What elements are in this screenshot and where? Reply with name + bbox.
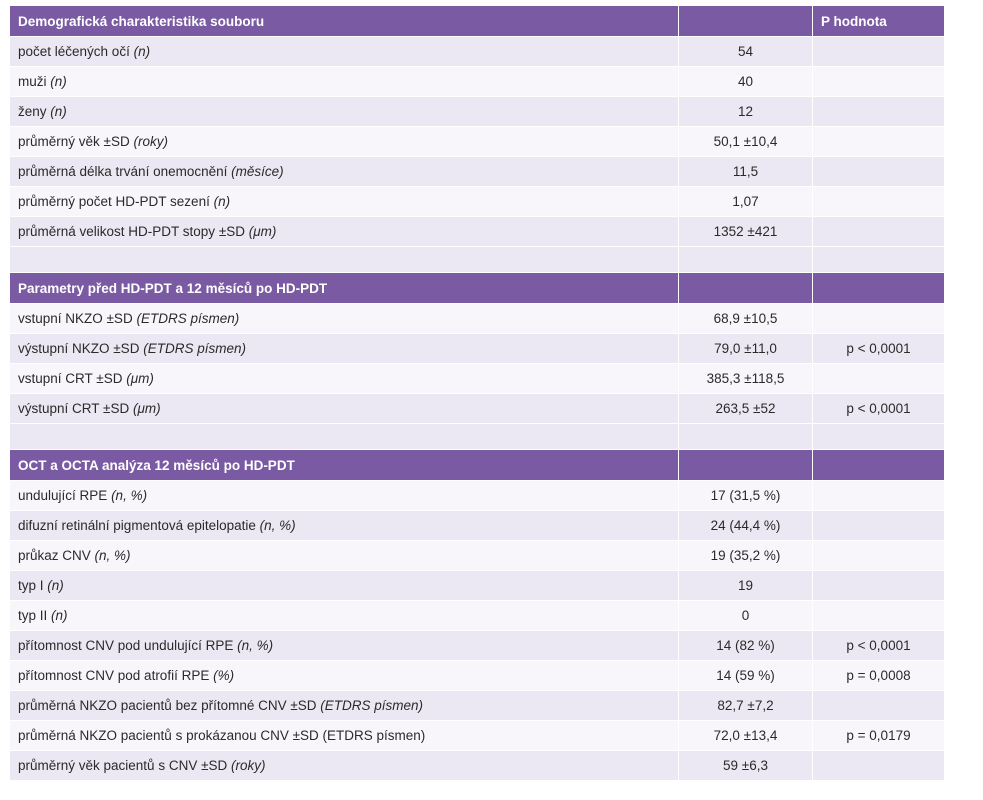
spacer-row — [10, 424, 945, 450]
p-value-cell — [813, 511, 945, 541]
value-cell — [679, 247, 813, 273]
parameter-label: přítomnost CNV pod undulující RPE — [18, 638, 238, 653]
p-value-cell — [813, 481, 945, 511]
value-cell: 54 — [679, 37, 813, 67]
p-value-cell — [813, 424, 945, 450]
table-row — [10, 481, 945, 511]
table-row — [10, 217, 945, 247]
table-row — [10, 541, 945, 571]
p-value-header — [813, 273, 945, 304]
parameter-unit: (n, %) — [94, 548, 131, 563]
value-cell: 79,0 ±11,0 — [679, 334, 813, 364]
parameter-cell — [10, 424, 679, 450]
value-cell: 19 — [679, 571, 813, 601]
value-cell: 40 — [679, 67, 813, 97]
section-title-cell — [10, 6, 679, 37]
parameter-label: výstupní NKZO ±SD — [18, 341, 144, 356]
section-title: Demografická charakteristika souboru — [18, 13, 265, 29]
parameter-unit: (n, %) — [111, 488, 148, 503]
parameter-unit: (μm) — [126, 371, 154, 386]
parameter-unit: (n) — [47, 578, 64, 593]
p-value-cell: p = 0,0179 — [813, 721, 945, 751]
parameter-cell — [10, 364, 679, 394]
section-header-row — [10, 273, 945, 304]
parameter-unit: (μm) — [132, 401, 161, 416]
parameter-unit: (n) — [213, 194, 231, 209]
value-cell — [679, 6, 813, 37]
parameter-label: vstupní NKZO ±SD — [18, 311, 137, 326]
p-value-cell: p < 0,0001 — [813, 334, 945, 364]
parameter-unit: (μm) — [248, 224, 277, 239]
parameter-unit: (ETDRS písmen) — [320, 698, 424, 713]
parameter-unit: (%) — [213, 668, 235, 683]
section-header-row — [10, 6, 945, 37]
parameter-cell — [10, 304, 679, 334]
results-table — [9, 5, 945, 781]
value-cell: 59 ±6,3 — [679, 751, 813, 781]
table-row — [10, 334, 945, 364]
parameter-unit: (n, %) — [259, 518, 296, 533]
value-cell: 0 — [679, 601, 813, 631]
table-row — [10, 601, 945, 631]
parameter-unit: (n) — [50, 104, 67, 119]
value-cell: 14 (59 %) — [679, 661, 813, 691]
spacer-row — [10, 247, 945, 273]
p-value-cell: p = 0,0008 — [813, 661, 945, 691]
table-row — [10, 187, 945, 217]
section-header-row — [10, 450, 945, 481]
section-title-cell — [10, 450, 679, 481]
p-value-cell: p < 0,0001 — [813, 394, 945, 424]
value-cell: 1,07 — [679, 187, 813, 217]
parameter-cell — [10, 601, 679, 631]
parameter-cell — [10, 394, 679, 424]
p-value-cell: p < 0,0001 — [813, 631, 945, 661]
parameter-unit: (ETDRS písmen) — [143, 341, 246, 356]
parameter-cell — [10, 37, 679, 67]
parameter-label: průměrný věk ±SD — [18, 134, 134, 149]
p-value-cell — [813, 751, 945, 781]
value-cell: 12 — [679, 97, 813, 127]
table-row — [10, 67, 945, 97]
parameter-cell — [10, 751, 679, 781]
parameter-cell — [10, 157, 679, 187]
table-row — [10, 511, 945, 541]
table-row — [10, 394, 945, 424]
parameter-label: průměrná velikost HD-PDT stopy ±SD — [18, 224, 249, 239]
p-value-cell — [813, 67, 945, 97]
value-cell: 11,5 — [679, 157, 813, 187]
table-row — [10, 364, 945, 394]
parameter-cell — [10, 481, 679, 511]
parameter-unit: (roky) — [133, 134, 168, 149]
parameter-label: přítomnost CNV pod atrofií RPE — [18, 668, 214, 683]
value-cell: 1352 ±421 — [679, 217, 813, 247]
parameter-label: difuzní retinální pigmentová epitelopatie — [18, 518, 260, 533]
p-value-cell — [813, 541, 945, 571]
parameter-label: průměrný počet HD-PDT sezení — [18, 194, 214, 209]
parameter-label: průměrná NKZO pacientů s prokázanou CNV ±SD (ETDRS písmen) — [18, 728, 426, 743]
table-row — [10, 37, 945, 67]
parameter-label: průměrný věk pacientů s CNV ±SD — [18, 758, 231, 773]
parameter-label: ženy — [18, 104, 51, 119]
parameter-unit: (n) — [51, 608, 68, 623]
parameter-label: počet léčených očí — [18, 44, 134, 59]
p-value-cell — [813, 601, 945, 631]
table-row — [10, 721, 945, 751]
table-row — [10, 157, 945, 187]
parameter-cell — [10, 511, 679, 541]
value-cell: 385,3 ±118,5 — [679, 364, 813, 394]
p-value-header — [813, 450, 945, 481]
p-value-header: P hodnota — [813, 6, 945, 37]
parameter-cell — [10, 187, 679, 217]
parameter-cell — [10, 661, 679, 691]
parameter-cell — [10, 691, 679, 721]
parameter-cell — [10, 127, 679, 157]
table-row — [10, 631, 945, 661]
parameter-cell — [10, 67, 679, 97]
parameter-cell — [10, 217, 679, 247]
value-cell: 72,0 ±13,4 — [679, 721, 813, 751]
value-cell: 68,9 ±10,5 — [679, 304, 813, 334]
parameter-cell — [10, 247, 679, 273]
parameter-unit: (ETDRS písmen) — [136, 311, 240, 326]
parameter-label: undulující RPE — [18, 488, 112, 503]
p-value-cell — [813, 571, 945, 601]
value-cell: 17 (31,5 %) — [679, 481, 813, 511]
value-cell: 263,5 ±52 — [679, 394, 813, 424]
table-body — [10, 6, 945, 781]
table-row — [10, 304, 945, 334]
p-value-cell — [813, 157, 945, 187]
p-value-cell — [813, 37, 945, 67]
parameter-cell — [10, 541, 679, 571]
p-value-cell — [813, 304, 945, 334]
section-title-cell — [10, 273, 679, 304]
value-cell: 82,7 ±7,2 — [679, 691, 813, 721]
p-value-cell — [813, 187, 945, 217]
parameter-unit: (měsíce) — [231, 164, 284, 179]
value-cell — [679, 450, 813, 481]
parameter-label: typ I — [18, 578, 48, 593]
p-value-cell — [813, 217, 945, 247]
parameter-cell — [10, 334, 679, 364]
parameter-label: vstupní CRT ±SD — [18, 371, 127, 386]
parameter-cell — [10, 97, 679, 127]
value-cell: 50,1 ±10,4 — [679, 127, 813, 157]
parameter-label: průměrná délka trvání onemocnění — [18, 164, 232, 179]
p-value-cell — [813, 364, 945, 394]
value-cell — [679, 424, 813, 450]
parameter-unit: (n) — [133, 44, 151, 59]
table-row — [10, 661, 945, 691]
p-value-cell — [813, 247, 945, 273]
value-cell — [679, 273, 813, 304]
value-cell: 19 (35,2 %) — [679, 541, 813, 571]
table-row — [10, 571, 945, 601]
parameter-cell — [10, 571, 679, 601]
parameter-unit: (roky) — [231, 758, 266, 773]
table-row — [10, 127, 945, 157]
table-row — [10, 691, 945, 721]
parameter-unit: (n) — [50, 74, 67, 89]
parameter-unit: (n, %) — [237, 638, 274, 653]
parameter-cell — [10, 631, 679, 661]
parameter-label: průkaz CNV — [18, 548, 95, 563]
p-value-cell — [813, 97, 945, 127]
parameter-label: muži — [18, 74, 51, 89]
parameter-label: výstupní CRT ±SD — [18, 401, 133, 416]
value-cell: 14 (82 %) — [679, 631, 813, 661]
parameter-cell — [10, 721, 679, 751]
table-row — [10, 97, 945, 127]
section-title: OCT a OCTA analýza 12 měsíců po HD-PDT — [18, 457, 295, 473]
p-value-cell — [813, 691, 945, 721]
p-value-cell — [813, 127, 945, 157]
section-title: Parametry před HD-PDT a 12 měsíců po HD-PDT — [18, 280, 328, 296]
parameter-label: průměrná NKZO pacientů bez přítomné CNV ±SD — [18, 698, 321, 713]
parameter-label: typ II — [18, 608, 52, 623]
table-row — [10, 751, 945, 781]
value-cell: 24 (44,4 %) — [679, 511, 813, 541]
